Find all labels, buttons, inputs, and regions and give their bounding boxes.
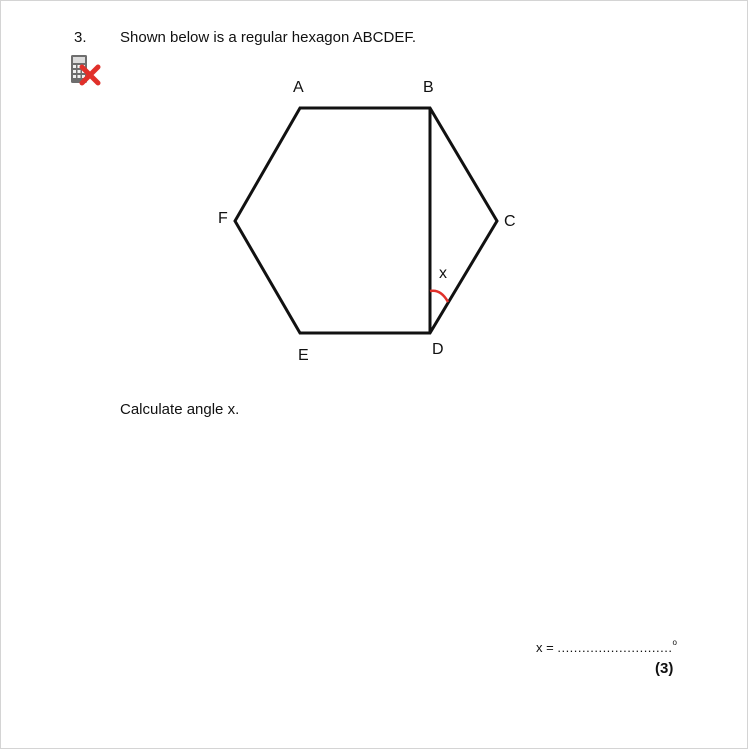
angle-label-x: x	[439, 265, 447, 282]
question-number: 3.	[74, 29, 87, 46]
question-instruction: Calculate angle x.	[120, 401, 240, 418]
degree-symbol: o	[672, 638, 677, 647]
answer-line	[536, 638, 677, 655]
answer-prefix: x =	[536, 640, 554, 655]
vertex-label-f: F	[218, 210, 228, 227]
hexagon-outline	[235, 108, 497, 333]
vertex-label-b: B	[423, 79, 434, 96]
answer-space: ............................	[557, 640, 673, 655]
vertex-label-e: E	[298, 347, 309, 364]
question-stem: Shown below is a regular hexagon ABCDEF.	[120, 29, 417, 46]
angle-x-marker	[430, 291, 448, 302]
vertex-label-c: C	[504, 213, 516, 230]
marks-allocation: (3)	[655, 660, 674, 677]
vertex-label-d: D	[432, 341, 444, 358]
vertex-label-a: A	[293, 79, 304, 96]
